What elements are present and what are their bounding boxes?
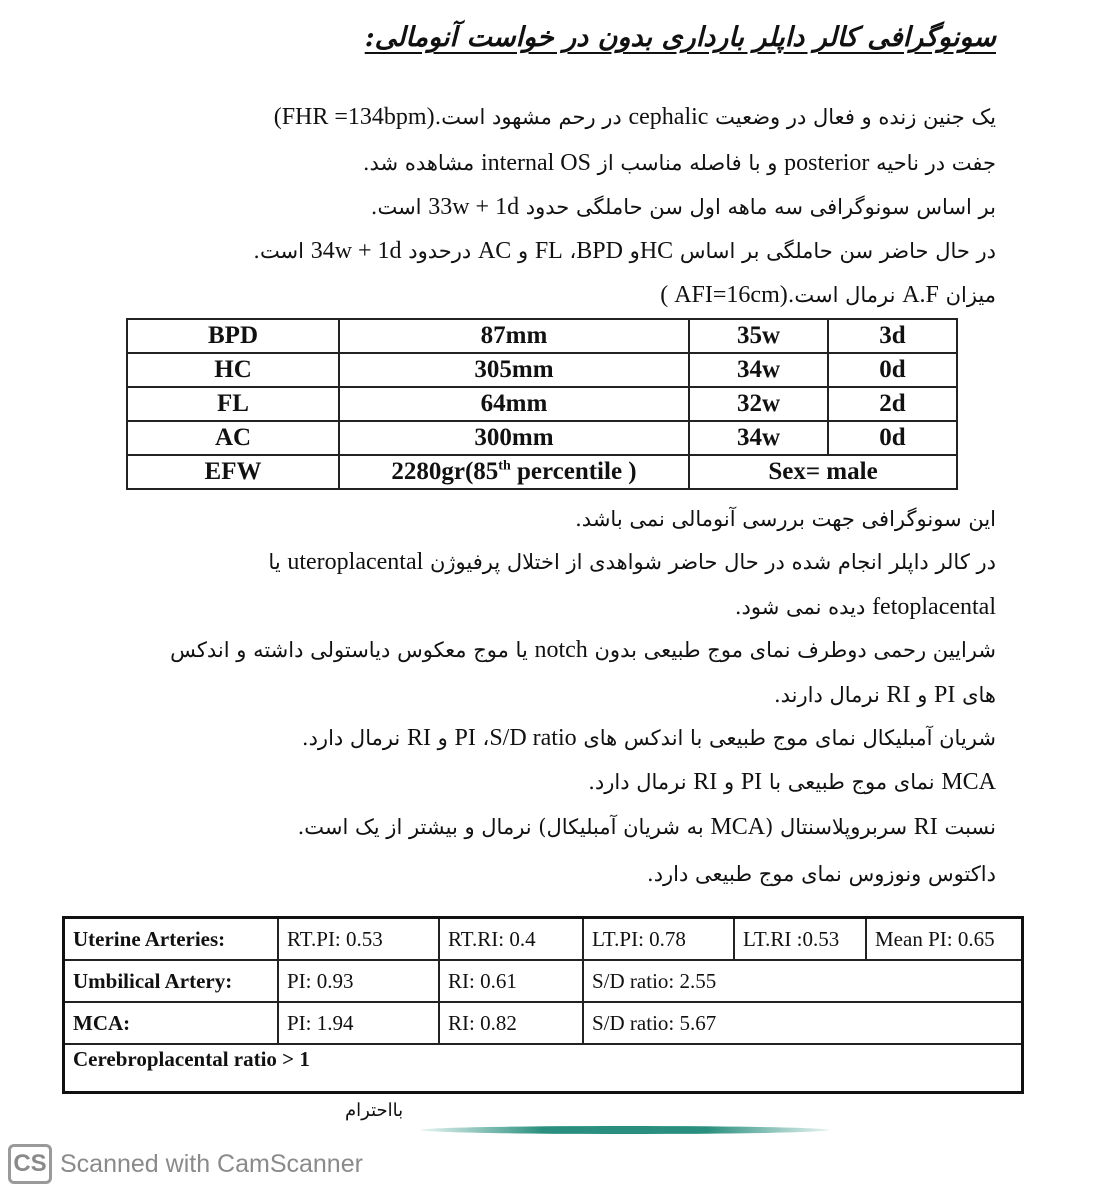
finding-cerebroplacental: نسبت RI سربروپلاسنتال (MCA به شریان آمبلیکال) نرمال و بیشتر از یک است. xyxy=(297,814,996,840)
signature-stroke xyxy=(420,1126,830,1134)
doppler-table xyxy=(62,916,1024,1094)
umbilical-ri: RI: 0.61 xyxy=(439,960,583,1002)
biometry-days: 3d xyxy=(828,319,957,353)
biometry-value: 300mm xyxy=(339,421,689,455)
finding-uterine-indices: های PI و RI نرمال دارند. xyxy=(773,682,996,708)
doppler-row-uterine xyxy=(64,918,1023,961)
camscanner-watermark xyxy=(8,1144,363,1184)
report-line-placenta: جفت در ناحیه posterior و با فاصله مناسب از internal OS مشاهده شد. xyxy=(362,150,996,176)
doppler-row-cpr xyxy=(64,1044,1023,1093)
cerebroplacental-ratio: Cerebroplacental ratio > 1 xyxy=(64,1044,1023,1093)
finding-perfusion-cont: fetoplacental دیده نمی شود. xyxy=(734,594,996,620)
biometry-value: 87mm xyxy=(339,319,689,353)
finding-uterine-arteries: شرایین رحمی دوطرف نمای موج طبیعی بدون notch یا موج معکوس دیاستولی داشته و اندکس xyxy=(170,637,996,663)
biometry-weeks: 35w xyxy=(689,319,828,353)
biometry-value: 64mm xyxy=(339,387,689,421)
camscanner-logo-icon: CS xyxy=(8,1144,52,1184)
biometry-days: 2d xyxy=(828,387,957,421)
biometry-weeks: 32w xyxy=(689,387,828,421)
report-line-amniotic-fluid: میزان A.F نرمال است.( AFI=16cm) xyxy=(660,282,996,308)
efw-label: EFW xyxy=(127,455,339,489)
mca-label: MCA: xyxy=(64,1002,279,1044)
biometry-param: BPD xyxy=(127,319,339,353)
camscanner-text: Scanned with CamScanner xyxy=(60,1149,363,1178)
biometry-weeks: 34w xyxy=(689,353,828,387)
report-line-current-age: در حال حاضر سن حاملگی بر اساس HCو BPD، FL و AC درحدود 34w + 1d است. xyxy=(253,238,996,264)
fetal-sex: Sex= male xyxy=(689,455,957,489)
uterine-arteries-label: Uterine Arteries: xyxy=(64,918,279,961)
biometry-table xyxy=(126,318,958,490)
report-title: سونوگرافی کالر داپلر بارداری بدون در خواست آنومالی: xyxy=(364,22,996,53)
finding-perfusion: در کالر داپلر انجام شده در حال حاضر شواهدی از اختلال پرفیوژن uteroplacental یا xyxy=(268,549,996,575)
biometry-days: 0d xyxy=(828,421,957,455)
mca-sd-ratio: S/D ratio: 5.67 xyxy=(583,1002,1023,1044)
mca-ri: RI: 0.82 xyxy=(439,1002,583,1044)
finding-not-anomaly-scan: این سونوگرافی جهت بررسی آنومالی نمی باشد. xyxy=(575,507,996,531)
efw-value: 2280gr(85th percentile ) xyxy=(339,455,689,489)
umbilical-sd-ratio: S/D ratio: 2.55 xyxy=(583,960,1023,1002)
finding-mca: MCA نمای موج طبیعی با PI و RI نرمال دارد. xyxy=(588,769,996,795)
biometry-row xyxy=(127,319,957,353)
biometry-value: 305mm xyxy=(339,353,689,387)
umbilical-artery-label: Umbilical Artery: xyxy=(64,960,279,1002)
doppler-row-umbilical xyxy=(64,960,1023,1002)
rt-ri: RT.RI: 0.4 xyxy=(439,918,583,961)
biometry-param: FL xyxy=(127,387,339,421)
finding-umbilical-artery: شریان آمبلیکال نمای موج طبیعی با اندکس های S/D ratio، PI و RI نرمال دارد. xyxy=(301,725,996,751)
biometry-param: AC xyxy=(127,421,339,455)
report-line-first-trimester-age: بر اساس سونوگرافی سه ماهه اول سن حاملگی حدود 33w + 1d است. xyxy=(370,194,996,220)
biometry-weeks: 34w xyxy=(689,421,828,455)
report-line-fetus: یک جنین زنده و فعال در وضعیت cephalic در رحم مشهود است.(FHR =134bpm) xyxy=(273,104,996,130)
signoff: بااحترام xyxy=(345,1100,404,1121)
doppler-row-mca xyxy=(64,1002,1023,1044)
biometry-row xyxy=(127,387,957,421)
biometry-row xyxy=(127,353,957,387)
mean-pi: Mean PI: 0.65 xyxy=(866,918,1023,961)
biometry-row-efw xyxy=(127,455,957,489)
finding-ductus-venosus: داکتوس ونوزوس نمای موج طبیعی دارد. xyxy=(647,862,996,886)
biometry-param: HC xyxy=(127,353,339,387)
umbilical-pi: PI: 0.93 xyxy=(278,960,439,1002)
lt-pi: LT.PI: 0.78 xyxy=(583,918,734,961)
lt-ri: LT.RI :0.53 xyxy=(734,918,866,961)
biometry-days: 0d xyxy=(828,353,957,387)
biometry-row xyxy=(127,421,957,455)
rt-pi: RT.PI: 0.53 xyxy=(278,918,439,961)
mca-pi: PI: 1.94 xyxy=(278,1002,439,1044)
